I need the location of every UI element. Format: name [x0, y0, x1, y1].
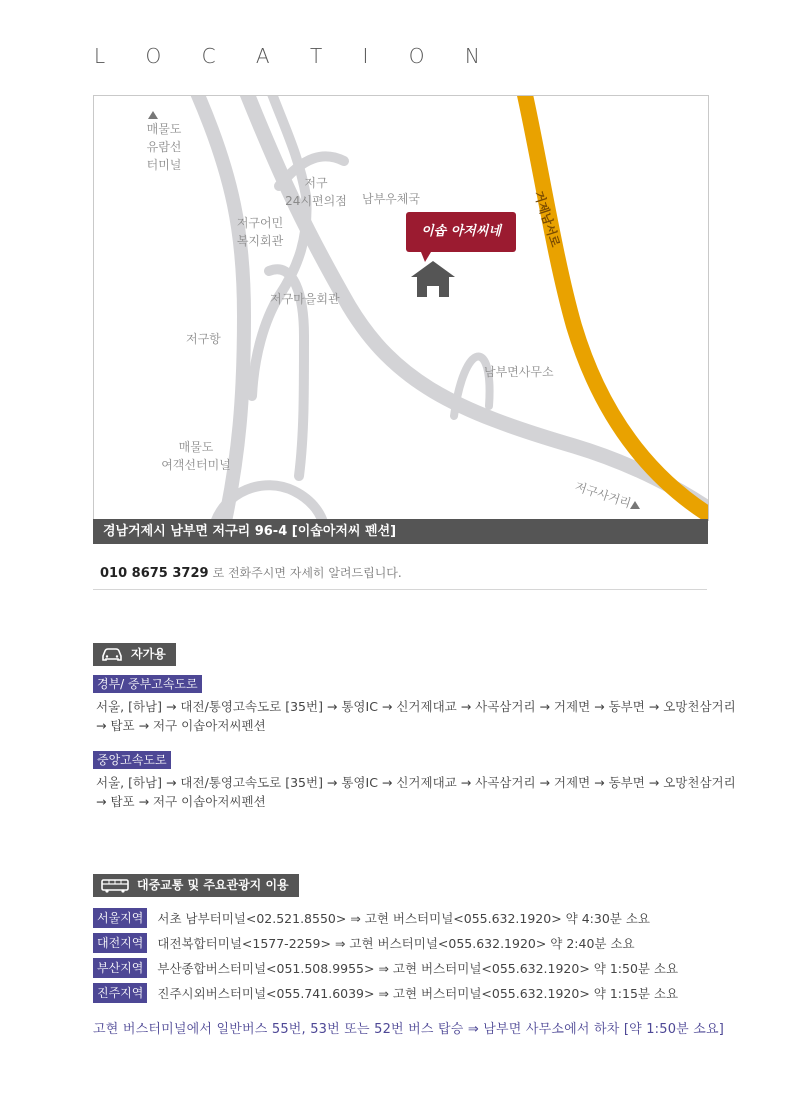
- location-map[interactable]: [93, 95, 709, 521]
- address-bar: 경남거제시 남부면 저구리 96-4 [이솝아저씨 펜션]: [93, 519, 708, 544]
- bus-route-row: [93, 933, 635, 953]
- bus-route-row: [93, 908, 650, 928]
- phone-number[interactable]: 010 8675 3729: [100, 566, 209, 581]
- region-tag: 대전지역: [93, 933, 147, 953]
- bus-route-row: [93, 958, 678, 978]
- house-icon: [411, 261, 455, 297]
- section-car: [93, 643, 176, 666]
- label-post-office: 남부우체국: [362, 192, 420, 206]
- bus-route-text: 진주시외버스터미널<055.741.6039> ⇒ 고현 버스터미널<055.632.1920> 약 1:15분 소요: [157, 986, 679, 1001]
- bus-icon: [101, 879, 129, 893]
- divider: [93, 589, 707, 590]
- bus-route-text: 부산종합버스터미널<051.508.9955> ⇒ 고현 버스터미널<055.632.1920> 약 1:50분 소요: [157, 961, 679, 976]
- section-car-label: 자가용: [131, 647, 166, 661]
- label-harbor: 저구항: [186, 332, 221, 346]
- contact-message: 로 전화주시면 자세히 알려드립니다.: [212, 566, 402, 580]
- route-text: 서울, [하남] → 대전/통영고속도로 [35번] → 통영IC → 신거제대교 → 사곡삼거리 → 거제면 → 동부면 → 오망천삼거리 → 탑포 → 저구 이솝아저씨펜션: [96, 699, 736, 733]
- page-title: L O C A T I O N: [94, 44, 497, 68]
- route-tag: 경부/ 중부고속도로: [93, 675, 202, 693]
- label-passenger-center: 매물도 여객선터미널: [161, 440, 231, 472]
- car-icon: [101, 648, 123, 662]
- transit-note: 고현 버스터미널에서 일반버스 55번, 53번 또는 52번 버스 탑승 ⇒ 남부면 사무소에서 하차 [약 1:50분 소요]: [93, 1022, 725, 1037]
- label-intersection: 저구사거리: [573, 479, 633, 511]
- label-village-hall: 저구마을회관: [270, 292, 340, 306]
- bus-route-text: 서초 남부터미널<02.521.8550> ⇒ 고현 버스터미널<055.632.1920> 약 4:30분 소요: [157, 911, 650, 926]
- label-welfare-center: 저구어민 복지회관: [236, 216, 284, 248]
- label-highway: 거제남서로: [531, 189, 563, 249]
- section-transit-label: 대중교통 및 주요관광지 이용: [137, 878, 289, 892]
- label-maemuldo-ferry: 매물도 유람선 터미널: [146, 122, 182, 172]
- region-tag: 부산지역: [93, 958, 147, 978]
- region-tag: 서울지역: [93, 908, 147, 928]
- bus-route-row: [93, 983, 678, 1003]
- route-text: 서울, [하남] → 대전/통영고속도로 [35번] → 통영IC → 신거제대교 → 사곡삼거리 → 거제면 → 동부면 → 오망천삼거리 → 탑포 → 저구 이솝아저씨펜션: [96, 775, 736, 809]
- contact-line: [100, 564, 402, 581]
- route-tag: 중앙고속도로: [93, 751, 171, 769]
- section-transit: [93, 874, 299, 897]
- region-tag: 진주지역: [93, 983, 147, 1003]
- triangle-marker-intersection: [630, 501, 640, 509]
- triangle-marker-top: [148, 111, 158, 119]
- bus-route-text: 대전복합터미널<1577-2259> ⇒ 고현 버스터미널<055.632.1920> 약 2:40분 소요: [157, 936, 635, 951]
- label-office: 남부면사무소: [484, 365, 554, 379]
- label-jeogu-store: 저구 24시편의점: [285, 176, 347, 208]
- marker-label: 이솝 아저씨네: [421, 224, 501, 239]
